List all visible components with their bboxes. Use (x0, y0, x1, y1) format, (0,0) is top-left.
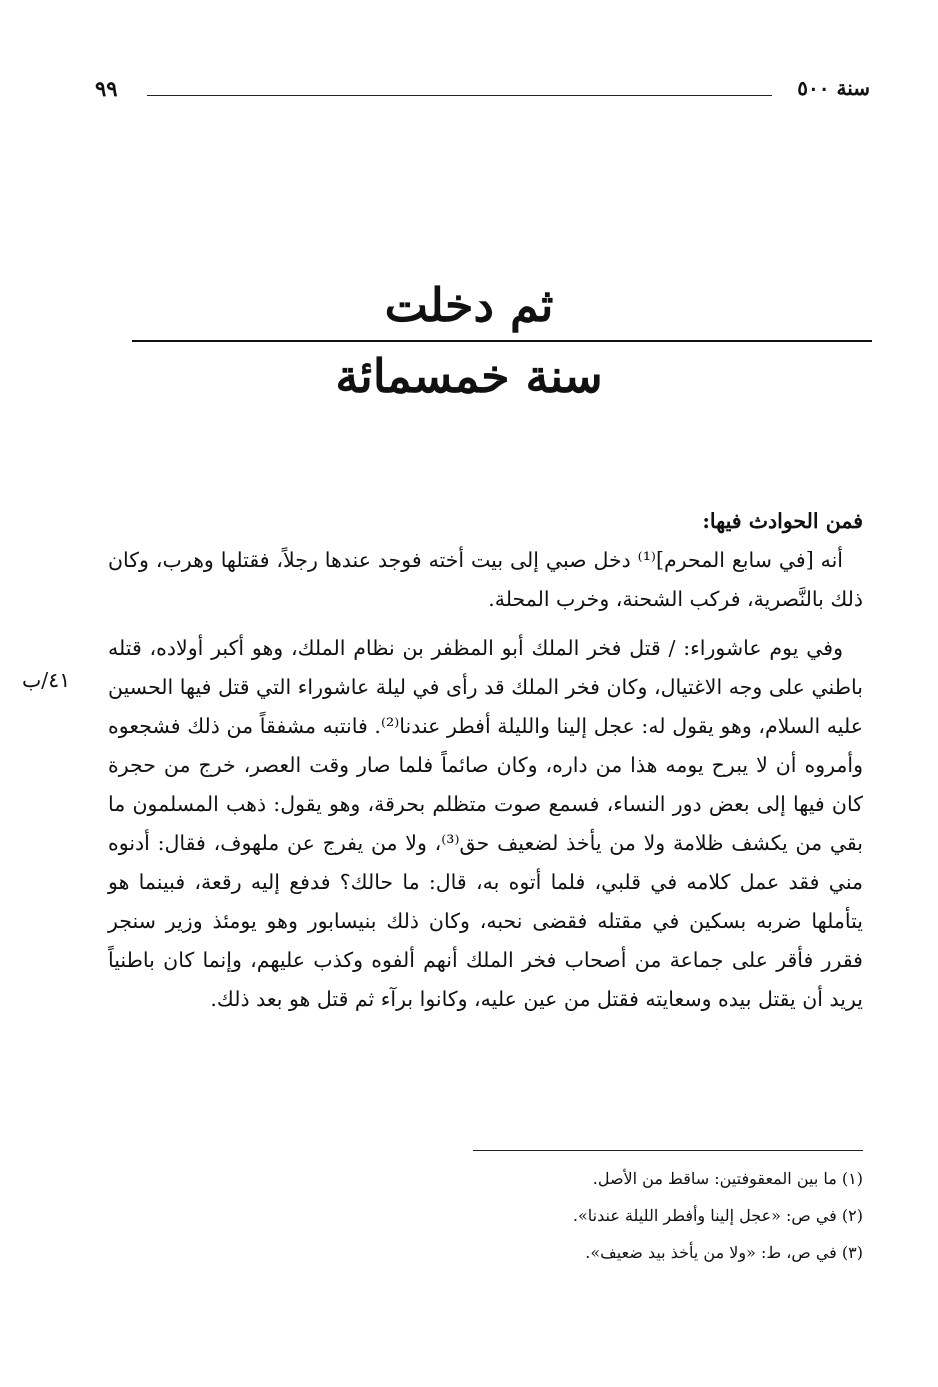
running-header-rule (147, 95, 772, 96)
footnote-3: (٣) في ص، ط: «ولا من يأخذ بيد ضعيف». (585, 1243, 863, 1262)
body-text (108, 502, 863, 1019)
footnote-2: (٢) في ص: «عجل إلينا وأفطر الليلة عندنا». (572, 1206, 863, 1225)
chapter-heading-rule (132, 340, 872, 342)
paragraph-1: أنه [في سابع المحرم]⁽¹⁾ دخل صبي إلى بيت أخته فوجد عندها رجلاً، فقتلها وهرب، وكان ذلك بالنَّصرية، فركب الشحنة، وخرب المحلة. (108, 548, 863, 611)
footnotes (103, 1160, 863, 1271)
chapter-heading-line2: سنة خمسمائة (335, 349, 603, 403)
running-header-title: سنة ٥٠٠ (797, 76, 870, 100)
chapter-heading-line1: ثم دخلت (384, 278, 554, 332)
page-number: ٩٩ (95, 76, 118, 101)
footnote-rule (473, 1150, 863, 1151)
section-subheading: فمن الحوادث فيها: (702, 509, 863, 533)
margin-folio-note: ٤١/ب (22, 668, 71, 692)
paragraph-2: وفي يوم عاشوراء: / قتل فخر الملك أبو المظفر بن نظام الملك، وهو أكبر أولاده، قتله باطني على وجه الاغتيال، وكان فخر الملك قد رأى في ليلة عاشوراء التي قتل فيها الحسين عليه السلام، وهو يقول له: عجل إلينا والليلة أفطر عندنا⁽²⁾. فانتبه مشفقاً من ذلك فشجعوه وأمروه أن لا يبرح يومه هذا من داره، وكان صائماً فلما صار وقت العصر، خرج من حجرة كان فيها إلى بعض دور النساء، فسمع صوت متظلم بحرقة، وهو يقول: ذهب المسلمون ما بقي من يكشف ظلامة ولا من يأخذ لضعيف حق⁽³⁾، ولا من يفرج عن ملهوف، فقال: أدنوه مني فقد عمل كلامه في قلبي، فلما أتوه به، قال: ما حالك؟ فدفع إليه رقعة، فبينما هو يتأملها ضربه بسكين في مقتله فقضى نحبه، وكان ذلك بنيسابور وهو يومئذ وزير سنجر فقرر فأقر على جماعة من أصحاب فخر الملك أنهم ألفوه وكذب عليهم، وإنما كان باطنياً يريد أن يقتل بيده وسعايته فقتل من عين عليه، وكانوا برآء ثم قتل هو بعد ذلك. (108, 636, 864, 1011)
running-header (95, 76, 870, 108)
footnote-1: (١) ما بين المعقوفتين: ساقط من الأصل. (592, 1169, 863, 1188)
